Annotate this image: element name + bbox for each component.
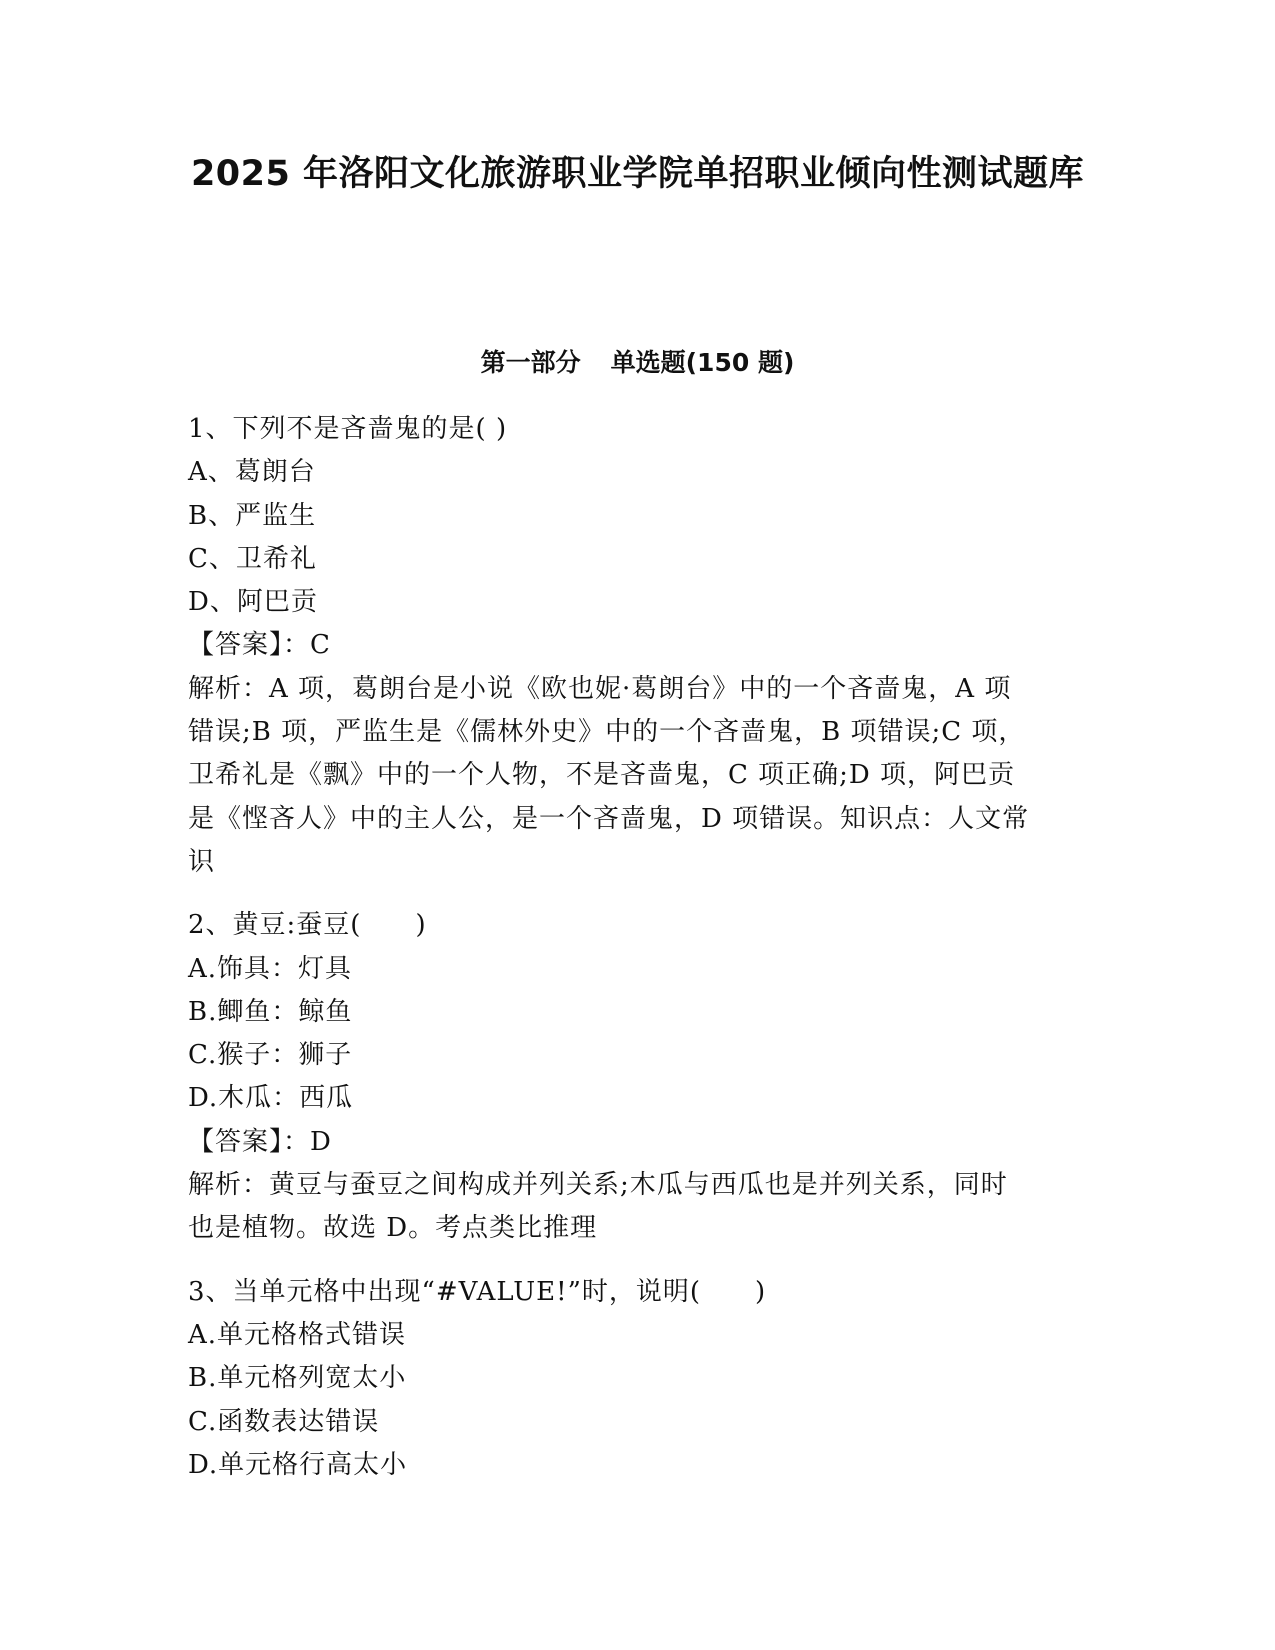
analysis-line: 是《悭吝人》中的主人公，是一个吝啬鬼，D 项错误。知识点：人文常 <box>188 803 1030 834</box>
document-title: 2025 年洛阳文化旅游职业学院单招职业倾向性测试题库 <box>190 154 1085 194</box>
option-d: D、阿巴贡 <box>188 587 318 618</box>
question-item <box>188 904 1078 1250</box>
answer-line: 【答案】：C <box>188 630 331 661</box>
analysis-line: 错误;B 项，严监生是《儒林外史》中的一个吝啬鬼，B 项错误;C 项， <box>188 717 1026 748</box>
option-b: B.单元格列宽太小 <box>188 1363 407 1394</box>
question-item <box>188 1271 1078 1487</box>
question-stem: 3、当单元格中出现“#VALUE!”时，说明( ) <box>188 1276 767 1307</box>
question-list <box>188 408 1078 1487</box>
section-heading <box>0 346 1275 380</box>
analysis-line: 识 <box>188 846 216 877</box>
option-c: C.函数表达错误 <box>188 1406 380 1437</box>
section-name: 单选题(150 题) <box>610 348 795 377</box>
analysis-text <box>188 1164 1078 1251</box>
question-stem: 2、黄豆:蚕豆( ) <box>188 910 427 941</box>
analysis-line: 解析：黄豆与蚕豆之间构成并列关系;木瓜与西瓜也是并列关系，同时 <box>188 1170 1008 1201</box>
question-stem: 1、下列不是吝啬鬼的是( ) <box>188 414 508 444</box>
option-b: B、严监生 <box>188 500 317 531</box>
section-part: 第一部分 <box>480 348 581 377</box>
question-item <box>188 408 1078 884</box>
analysis-text <box>188 668 1078 884</box>
option-a: A.单元格格式错误 <box>188 1319 407 1350</box>
option-a: A、葛朗台 <box>188 457 316 488</box>
option-b: B.鲫鱼：鲸鱼 <box>188 996 353 1027</box>
option-c: C、卫希礼 <box>188 543 317 574</box>
option-d: D.木瓜：西瓜 <box>188 1083 354 1114</box>
analysis-line: 卫希礼是《飘》中的一个人物，不是吝啬鬼，C 项正确;D 项，阿巴贡 <box>188 760 1016 791</box>
analysis-line: 解析：A 项，葛朗台是小说《欧也妮·葛朗台》中的一个吝啬鬼，A 项 <box>188 673 1012 704</box>
option-a: A.饰具：灯具 <box>188 953 353 984</box>
option-d: D.单元格行高太小 <box>188 1449 408 1480</box>
question-spacer <box>188 1251 1078 1271</box>
option-c: C.猴子：狮子 <box>188 1040 353 1071</box>
answer-line: 【答案】：D <box>188 1126 332 1157</box>
analysis-line: 也是植物。故选 D。考点类比推理 <box>188 1213 598 1244</box>
question-spacer <box>188 884 1078 904</box>
